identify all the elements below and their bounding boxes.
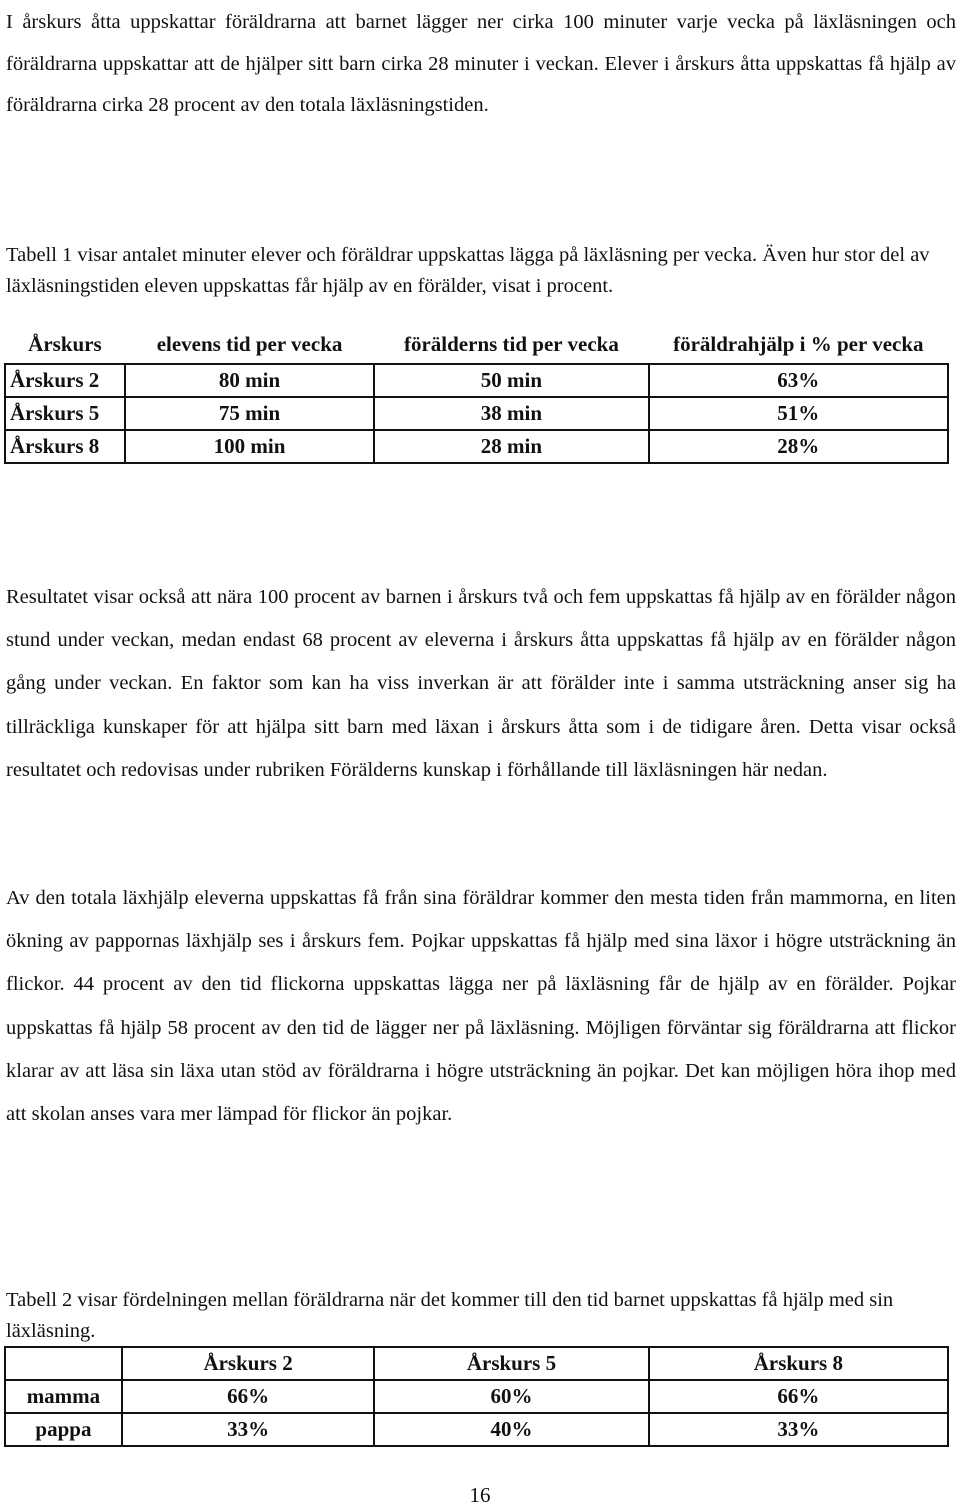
table-cell: 100 min xyxy=(125,430,374,463)
column-header: förälderns tid per vecka xyxy=(403,332,619,356)
paragraph-results: Resultatet visar också att nära 100 procent av barnen i årskurs två och fem uppskattas få hjälp av en förälder någon stund under veckan, medan endast 68 procent av eleverna i årskurs åtta uppskattas få hjälp av en förälder någon gång under veckan. En faktor som kan ha viss inverkan är att förälder inte i samma utsträckning anser sig ha tillräckliga kunskaper för att hjälpa sitt barn med läxan i årskurs åtta som i de tidigare åren. Detta visar också resultatet och redovisas under rubriken Förälderns kunskap i förhållande till läxläsningen här nedan. xyxy=(6,586,956,781)
column-header: Årskurs 8 xyxy=(649,1347,948,1380)
table-row xyxy=(5,1413,948,1446)
table-cell: 63% xyxy=(649,364,948,397)
table-cell: mamma xyxy=(5,1380,122,1413)
table-cell: 51% xyxy=(649,397,948,430)
table-cell xyxy=(5,1347,122,1380)
table-header-row xyxy=(5,330,948,364)
table-row xyxy=(5,397,948,430)
table-cell: 33% xyxy=(122,1413,374,1446)
page-number: 16 xyxy=(469,1483,491,1507)
column-header: elevens tid per vecka xyxy=(156,332,343,356)
table-cell: Årskurs 5 xyxy=(5,397,125,430)
table-cell: 40% xyxy=(374,1413,648,1446)
table-cell: 66% xyxy=(122,1380,374,1413)
table-cell: 80 min xyxy=(125,364,374,397)
paragraph-table2-caption: Tabell 2 visar fördelningen mellan föräldrarna när det kommer till den tid barnet uppskattas få hjälp med sin läxläsning. xyxy=(6,1289,894,1342)
table-cell: 33% xyxy=(649,1413,948,1446)
table-parent-share xyxy=(4,1346,949,1447)
table-cell: 66% xyxy=(649,1380,948,1413)
table-cell: 28% xyxy=(649,430,948,463)
table-cell: 28 min xyxy=(374,430,648,463)
table-row xyxy=(5,430,948,463)
column-header: föräldrahjälp i % per vecka xyxy=(673,332,924,356)
table-cell: 50 min xyxy=(374,364,648,397)
column-header: Årskurs 2 xyxy=(122,1347,374,1380)
table-cell: 38 min xyxy=(374,397,648,430)
column-header: Årskurs 5 xyxy=(374,1347,648,1380)
table-cell: Årskurs 8 xyxy=(5,430,125,463)
column-header: Årskurs xyxy=(28,332,102,356)
table-cell: 75 min xyxy=(125,397,374,430)
table-row xyxy=(5,364,948,397)
table-cell: Årskurs 2 xyxy=(5,364,125,397)
paragraph-parent-distribution: Av den totala läxhjälp eleverna uppskattas få från sina föräldrar kommer den mesta tiden från mammorna, en liten ökning av pappornas läxhjälp ses i årskurs fem. Pojkar uppskattas få hjälp med sina läxor i högre utsträckning än flickor. 44 procent av den tid flickorna uppskattas lägga ner på läxläsning får de hjälp av en förälder. Pojkar uppskattas få hjälp 58 procent av den tid de lägger ner på läxläsning. Möjligen förväntar sig föräldrarna att flickor klarar av att läsa sin läxa utan stöd av föräldrarna i högre utsträckning än pojkar. Det kan möjligen höra ihop med att skolan anses vara mer lämpad för flickor än pojkar. xyxy=(6,887,956,1126)
paragraph-table1-caption: Tabell 1 visar antalet minuter elever och föräldrar uppskattas lägga på läxläsning per vecka. Även hur stor del av läxläsningstiden eleven uppskattas får hjälp av en förälder, visat i procent. xyxy=(6,244,930,297)
table-row xyxy=(5,1380,948,1413)
paragraph-intro: I årskurs åtta uppskattar föräldrarna att barnet lägger ner cirka 100 minuter varje vecka på läxläsningen och föräldrarna uppskattar att de hjälper sitt barn cirka 28 minuter i veckan. Elever i årskurs åtta uppskattas få hjälp av föräldrarna cirka 28 procent av den totala läxläsningstiden. xyxy=(6,11,956,116)
table-cell: pappa xyxy=(5,1413,122,1446)
table-homework-time xyxy=(4,330,949,464)
table-header-row xyxy=(5,1347,948,1380)
table-cell: 60% xyxy=(374,1380,648,1413)
